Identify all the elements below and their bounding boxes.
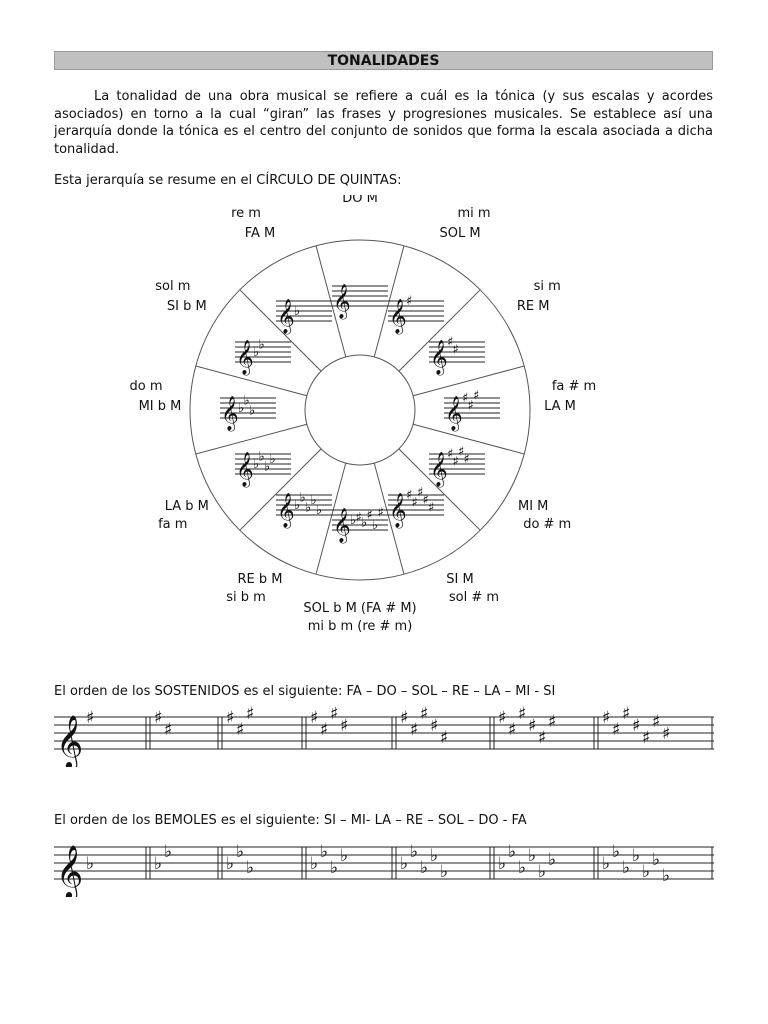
key-segment [444,379,596,432]
treble-clef-icon: 𝄞 [389,492,407,528]
sharp-icon: ♯ [642,728,651,748]
minor-key-label: do # m [523,517,572,532]
flat-icon: ♭ [548,850,557,870]
treble-clef-icon: 𝄞 [236,340,254,375]
major-key-label: RE M [516,299,550,314]
flat-icon: ♭ [330,858,339,878]
sharp-icon: ♯ [366,508,373,523]
flat-icon: ♭ [264,459,271,475]
sharp-icon: ♯ [612,720,621,740]
sharp-icon: ♯ [406,294,413,310]
inner-circle [305,355,415,465]
major-key-label: LA M [544,399,576,414]
sharps-order-text: El orden de los SOSTENIDOS es el siguiente: FA – DO – SOL – RE – LA – MI - SI [54,684,556,699]
flat-icon: ♭ [400,854,409,874]
flat-icon: ♭ [508,842,517,862]
sharp-icon: ♯ [340,716,349,736]
sharp-icon: ♯ [622,705,631,724]
treble-clef-icon: 𝄞 [277,492,295,528]
sharp-icon: ♯ [246,705,255,724]
sharp-icon: ♯ [154,708,163,728]
sharp-icon: ♯ [428,500,435,516]
key-segment [332,195,388,320]
sharp-icon: ♯ [164,720,173,740]
flat-icon: ♭ [612,842,621,862]
sharp-icon: ♯ [320,720,329,740]
key-segment [155,279,291,376]
flat-icon: ♭ [340,846,349,866]
key-segment [388,206,491,335]
sharp-icon: ♯ [422,492,429,508]
flat-icon: ♭ [226,854,235,874]
sharps-staff-svg [54,705,714,767]
flat-icon: ♭ [662,866,671,886]
flat-icon: ♭ [430,846,439,866]
sharp-icon: ♯ [430,716,439,736]
sharp-icon: ♯ [662,724,671,744]
segment-divider [196,424,307,454]
treble-clef-icon: 𝄞 [429,340,448,375]
flat-icon: ♭ [518,858,527,878]
segment-divider [413,424,524,454]
key-segment [158,450,291,533]
flat-icon: ♭ [243,393,250,409]
sharp-icon: ♯ [528,716,537,736]
flats-staff [54,835,714,897]
flats-staff-svg [54,835,714,897]
sharp-icon: ♯ [462,391,469,406]
flat-icon: ♭ [361,515,368,531]
minor-key-label: fa m [158,517,188,532]
treble-clef-icon: 𝄞 [56,714,84,767]
sharp-icon: ♯ [467,398,474,414]
key-segment [226,490,332,605]
major-key-label: SI b M [166,299,207,314]
flat-icon: ♭ [372,518,379,533]
circle-of-fifths-figure [120,195,600,635]
major-key-label: MI M [518,499,549,514]
minor-key-label: sol m [155,279,191,294]
treble-clef-icon: 𝄞 [277,299,295,335]
minor-key-label: re m [231,205,261,221]
flat-icon: ♭ [420,858,429,878]
sharp-icon: ♯ [508,720,517,740]
sharp-icon: ♯ [310,708,319,728]
sharp-icon: ♯ [548,712,557,732]
sharp-icon: ♯ [446,447,454,462]
circle-of-fifths [120,195,600,635]
treble-clef-icon: 𝄞 [56,844,84,897]
treble-clef-icon: 𝄞 [333,508,351,543]
flat-icon: ♭ [538,862,547,882]
sharp-icon: ♯ [411,495,418,511]
sharp-icon: ♯ [226,708,235,728]
flat-icon: ♭ [238,401,245,416]
minor-key-label: sol # m [448,590,500,606]
sharp-icon: ♯ [446,335,454,350]
circle-intro-text: Esta jerarquía se resume en el CÍRCULO DE QUINTAS: [54,173,402,188]
flat-icon: ♭ [294,497,301,513]
flat-icon: ♭ [528,846,537,866]
sharp-icon: ♯ [377,505,384,521]
flat-icon: ♭ [310,854,319,874]
flat-icon: ♭ [236,842,245,862]
flat-icon: ♭ [154,854,163,874]
flat-icon: ♭ [249,403,256,419]
sharp-icon: ♯ [463,452,470,467]
flat-icon: ♭ [602,854,611,874]
flat-icon: ♭ [622,858,631,878]
sharp-icon: ♯ [330,705,339,724]
intro-paragraph: La tonalidad de una obra musical se refiere a cuál es la tónica (y sus escalas y acordes asociados) en torno a la cual “giran” las frases y progresiones musicales. Se establece así una jerarquía donde la tónica es el centro del conjunto de sonidos que forma la escala asociada a dicha tonalidad. [54,89,713,157]
sharps-staff [54,705,714,767]
flat-icon: ♭ [642,862,651,882]
flat-icon: ♭ [258,337,265,353]
flat-icon: ♭ [440,862,449,882]
flat-icon: ♭ [498,854,507,874]
sharp-icon: ♯ [417,485,424,501]
flat-icon: ♭ [253,345,260,360]
major-key-label: RE b M [237,572,283,588]
sharp-icon: ♯ [410,720,419,740]
flat-icon: ♭ [410,842,419,862]
flat-icon: ♭ [299,490,306,506]
flat-icon: ♭ [310,492,317,508]
sharp-icon: ♯ [440,728,449,748]
minor-key-label: fa # m [551,379,597,394]
flat-icon: ♭ [294,304,301,320]
flat-icon: ♭ [632,846,641,866]
key-segment [429,279,561,376]
major-key-label: FA M [244,225,276,241]
flat-icon: ♭ [164,842,173,862]
flat-icon: ♭ [316,502,323,518]
major-key-label: MI b M [138,399,182,414]
flat-icon: ♭ [320,842,329,862]
sharp-icon: ♯ [86,708,95,728]
flat-icon: ♭ [253,457,260,472]
sharp-icon: ♯ [602,708,611,728]
major-key-label: SOL M [439,225,481,241]
treble-clef-icon: 𝄞 [429,452,448,487]
sharp-icon: ♯ [538,728,547,748]
sharp-icon: ♯ [498,708,507,728]
flat-icon: ♭ [305,500,312,516]
key-segment [231,206,332,335]
minor-key-label: mi m [457,205,491,221]
sharp-icon: ♯ [632,716,641,736]
minor-key-label: si m [533,279,561,294]
page-title: TONALIDADES [54,51,713,70]
sharp-icon: ♯ [355,510,362,526]
treble-clef-icon: 𝄞 [221,396,239,431]
treble-clef-icon: 𝄞 [389,299,407,335]
treble-clef-icon: 𝄞 [236,452,254,487]
sharp-icon: ♯ [420,705,429,724]
treble-clef-icon: 𝄞 [445,396,463,431]
minor-key-label: mi b m (re # m) [307,619,413,634]
sharp-icon: ♯ [652,712,661,732]
sharp-icon: ♯ [452,342,459,358]
key-segment [429,445,571,533]
major-key-label: SI M [446,572,474,588]
key-segment [388,485,499,605]
sharp-icon: ♯ [236,720,245,740]
major-key-label: DO M [342,195,378,206]
minor-key-label: do m [129,379,163,394]
flat-icon: ♭ [350,513,357,528]
flat-icon: ♭ [269,452,276,467]
major-key-label: LA b M [164,499,209,514]
key-segment [129,379,276,432]
minor-key-label: si b m [226,590,266,606]
sharp-icon: ♯ [400,708,409,728]
flat-icon: ♭ [86,854,95,874]
sharp-icon: ♯ [452,454,459,470]
flat-icon: ♭ [258,449,265,465]
major-key-label: SOL b M (FA # M) [303,601,417,616]
flat-icon: ♭ [246,858,255,878]
flat-icon: ♭ [652,850,661,870]
treble-clef-icon: 𝄞 [333,284,351,319]
flats-order-text: El orden de los BEMOLES es el siguiente: SI – MI- LA – RE – SOL – DO - FA [54,813,527,828]
sharp-icon: ♯ [473,388,480,404]
sharp-icon: ♯ [518,705,527,724]
sharp-icon: ♯ [406,487,413,503]
sharp-icon: ♯ [457,444,465,460]
